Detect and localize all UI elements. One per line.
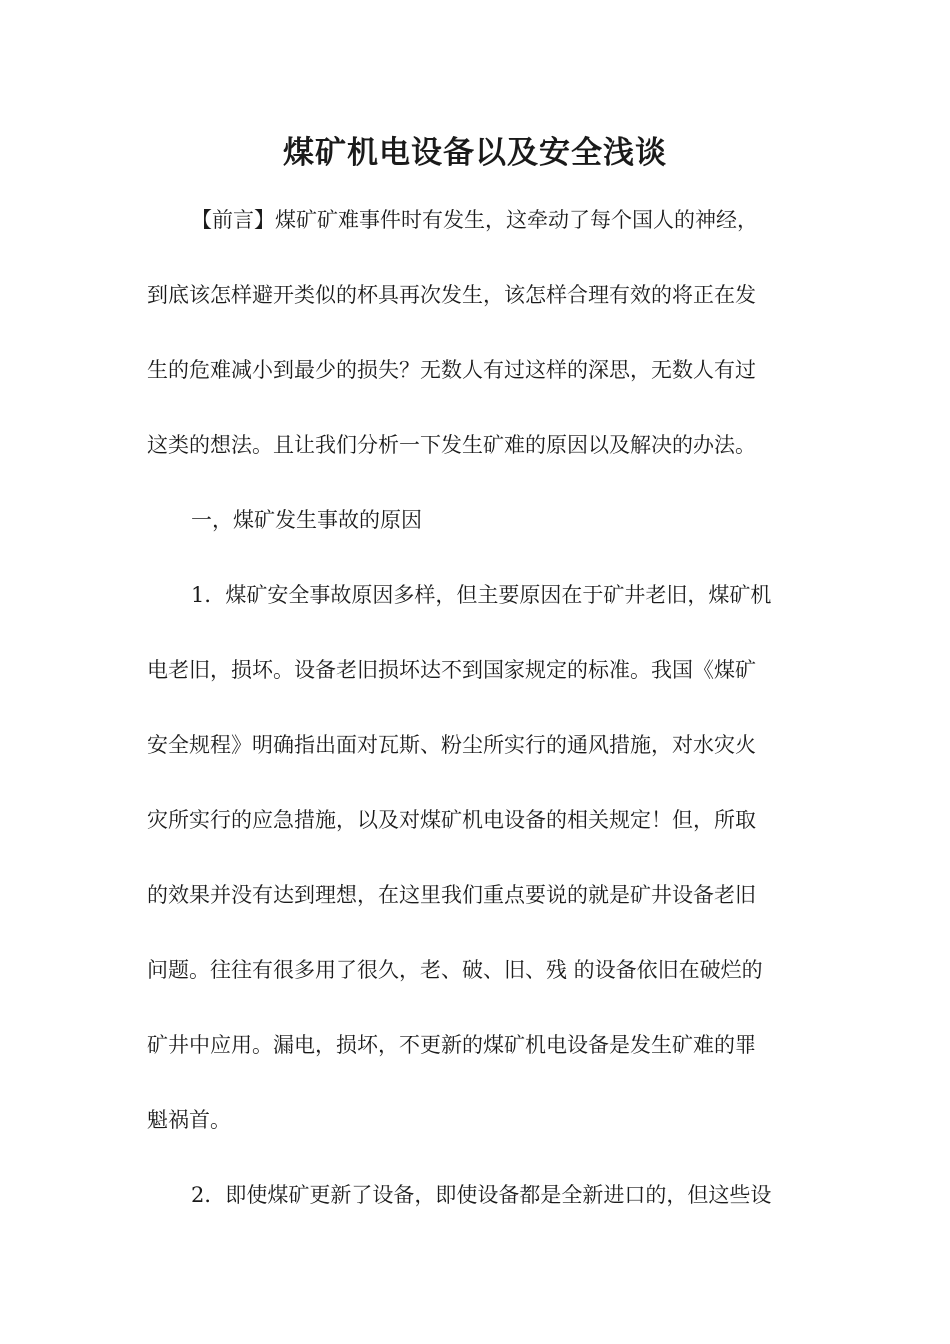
item1-line-1: 1．煤矿安全事故原因多样，但主要原因在于矿井老旧，煤矿机 (191, 583, 772, 607)
item1-line-8: 魁祸首。 (147, 1108, 231, 1132)
item2-line-1: 2．即使煤矿更新了设备，即使设备都是全新进口的，但这些设 (191, 1183, 772, 1207)
item1-line-2: 电老旧，损坏。设备老旧损坏达不到国家规定的标准。我国《煤矿 (147, 658, 756, 682)
item1-line-5: 的效果并没有达到理想，在这里我们重点要说的就是矿井设备老旧 (147, 883, 756, 907)
preface-line-2: 到底该怎样避开类似的杯具再次发生，该怎样合理有效的将正在发 (147, 283, 756, 307)
document-title: 煤矿机电设备以及安全浅谈 (283, 135, 667, 171)
item1-line-7: 矿井中应用。漏电，损坏，不更新的煤矿机电设备是发生矿难的罪 (147, 1033, 756, 1057)
document-body (147, 200, 809, 1250)
section-heading-1: 一，煤矿发生事故的原因 (191, 508, 422, 532)
item1-line-6: 问题。往往有很多用了很久，老、破、旧、残 的设备依旧在破烂的 (147, 958, 763, 982)
preface-line-1: 【前言】煤矿矿难事件时有发生，这牵动了每个国人的神经， (191, 208, 758, 232)
item1-line-3: 安全规程》明确指出面对瓦斯、粉尘所实行的通风措施，对水灾火 (147, 733, 756, 757)
preface-line-4: 这类的想法。且让我们分析一下发生矿难的原因以及解决的办法。 (147, 433, 756, 457)
preface-line-3: 生的危难减小到最少的损失？无数人有过这样的深思，无数人有过 (147, 358, 756, 382)
item1-line-4: 灾所实行的应急措施，以及对煤矿机电设备的相关规定！但，所取 (147, 808, 756, 832)
